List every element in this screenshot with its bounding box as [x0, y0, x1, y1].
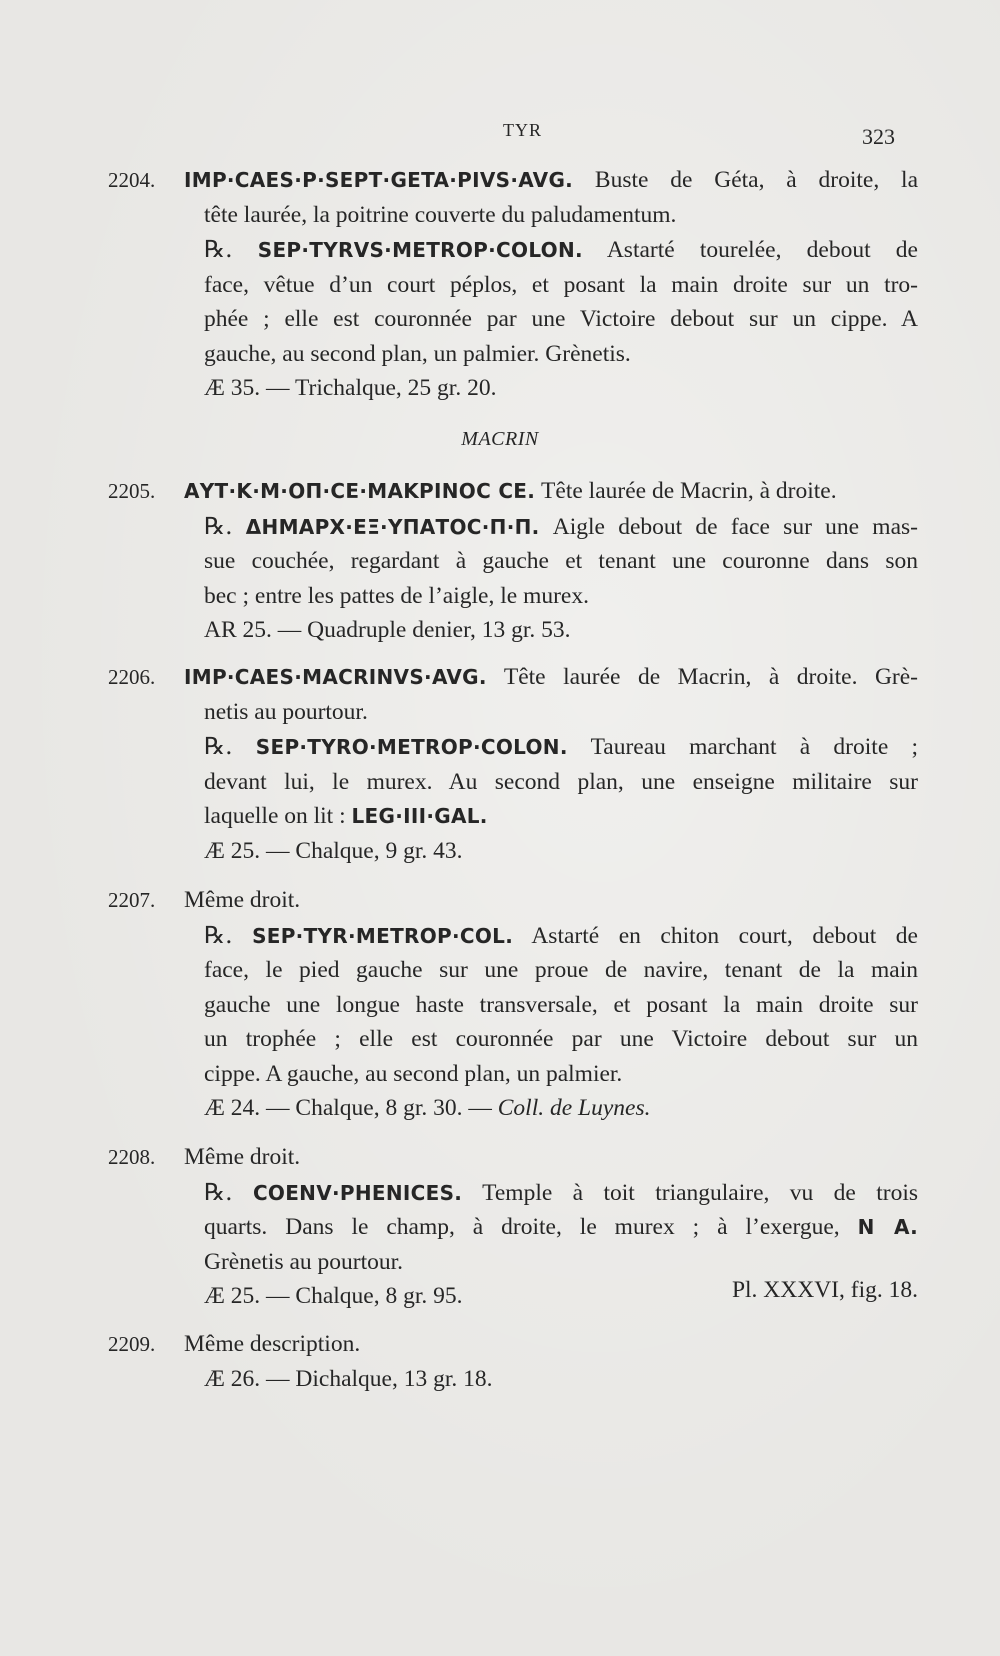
- obverse-line: [184, 474, 918, 509]
- obverse-line: Même droit.: [184, 1144, 301, 1170]
- entry-number: 2206.: [108, 665, 156, 689]
- reverse-description-cont: phée ; elle est couronnée par une Victoire debout sur un cippe. A: [204, 306, 918, 332]
- reverse-description-cont: [184, 799, 918, 834]
- reverse-legend: COENV·PHENICES.: [252, 1180, 463, 1205]
- running-head: TYR: [503, 120, 542, 140]
- obverse-line: [184, 163, 918, 198]
- obverse-description: Tête laurée de Macrin, à droite.: [541, 478, 837, 504]
- metal-weight-line: [184, 1091, 918, 1126]
- reverse-description: Aigle debout de face sur une mas-: [552, 513, 918, 540]
- catalog-entry-2206: [108, 660, 918, 868]
- reverse-line: [184, 918, 918, 954]
- entry-body: [184, 883, 918, 1126]
- obverse-legend: IMP·CAES·P·SEPT·GETA·PIVS·AVG.: [184, 168, 574, 192]
- obverse-legend: ΑΥΤ·Κ·Μ·ΟΠ·CΕ·ΜΑΚΡΙΝΟC CΕ.: [184, 479, 536, 503]
- entry-body: [184, 163, 918, 406]
- reverse-description-text: quarts. Dans le champ, à droite, le murex ; à l’exergue,: [204, 1214, 840, 1240]
- reverse-line: [184, 232, 918, 268]
- reverse-mark: ℞.: [204, 732, 233, 760]
- obverse-description-cont: tête laurée, la poitrine couverte du paludamentum.: [204, 201, 677, 228]
- reverse-description-cont: bec ; entre les pattes de l’aigle, le murex.: [204, 582, 589, 609]
- reverse-description-cont: sue couchée, regardant à gauche et tenant une couronne dans son: [204, 548, 918, 574]
- metal-weight-line: Æ 26. — Dichalque, 13 gr. 18.: [204, 1365, 493, 1392]
- catalog-entry-2205: [108, 474, 918, 648]
- entry-number: 2208.: [108, 1145, 156, 1169]
- reverse-description-cont: [184, 1210, 918, 1245]
- page-header: [0, 120, 1000, 150]
- reverse-description-cont: devant lui, le murex. Au second plan, une enseigne militaire sur: [204, 768, 918, 795]
- reverse-description: Astarté tourelée, debout de: [606, 237, 918, 263]
- obverse-description: Buste de Géta, à droite, la: [594, 167, 919, 193]
- plate-reference: Pl. XXXVI, fig. 18.: [731, 1277, 918, 1303]
- entry-body: [184, 474, 918, 648]
- obverse-description-cont: netis au pourtour.: [204, 698, 368, 725]
- reverse-description-cont: un trophée ; elle est couronnée par une Victoire debout sur un: [204, 1026, 918, 1052]
- entry-number: 2204.: [108, 168, 156, 192]
- reverse-legend: SEP·TYR·METROP·COL.: [252, 923, 514, 948]
- reverse-description-text: laquelle on lit :: [204, 803, 346, 829]
- reverse-description-cont: face, le pied gauche sur une proue de navire, tenant de la main: [204, 957, 918, 983]
- catalog-entry-2207: [108, 883, 918, 1126]
- reverse-mark: ℞.: [204, 1177, 233, 1206]
- metal-weight-text: Æ 25. — Chalque, 8 gr. 95.: [204, 1283, 463, 1309]
- reverse-description-cont: Grènetis au pourtour.: [204, 1248, 404, 1275]
- reverse-description-cont: cippe. A gauche, au second plan, un palmier.: [204, 1060, 623, 1087]
- metal-weight-line: Æ 35. — Trichalque, 25 gr. 20.: [204, 375, 497, 401]
- reverse-description-cont: gauche, au second plan, un palmier. Grènetis.: [204, 340, 631, 367]
- reverse-line: [184, 509, 918, 545]
- catalog-entry-2208: [108, 1140, 918, 1314]
- reverse-description-cont: gauche une longue haste transversale, et posant la main droite sur: [204, 991, 918, 1018]
- metal-weight-line: [184, 1279, 918, 1314]
- standard-inscription: LEG·III·GAL.: [351, 804, 488, 828]
- catalog-entry-2209: [108, 1327, 918, 1396]
- reverse-line: [184, 1175, 918, 1211]
- reverse-mark: ℞.: [204, 920, 233, 949]
- exergue-letters: N A.: [857, 1215, 918, 1239]
- entry-number: 2205.: [108, 479, 156, 503]
- catalog-entry-2204: [108, 163, 918, 406]
- metal-weight-text: Æ 24. — Chalque, 8 gr. 30. —: [204, 1095, 492, 1121]
- reverse-line: [184, 729, 918, 765]
- collection-reference: Coll. de Luynes.: [497, 1095, 651, 1121]
- metal-weight-line: AR 25. — Quadruple denier, 13 gr. 53.: [204, 617, 571, 643]
- reverse-description: Astarté en chiton court, debout de: [531, 922, 918, 949]
- reverse-legend: ΔΗΜΑΡΧ·ΕΞ·ΥΠΑΤΟC·Π·Π.: [245, 514, 540, 539]
- obverse-description: Tête laurée de Macrin, à droite. Grè-: [503, 664, 919, 690]
- obverse-line: Même droit.: [184, 887, 301, 913]
- reverse-description: Taureau marchant à droite ;: [590, 734, 919, 760]
- reverse-description: Temple à toit triangulaire, vu de trois: [482, 1179, 919, 1206]
- reverse-description-cont: face, vêtue d’un court péplos, et posant la main droite sur un tro-: [204, 271, 918, 298]
- page-number: 323: [862, 124, 895, 149]
- entry-body: [184, 660, 918, 868]
- entry-number: 2207.: [108, 888, 156, 912]
- reverse-legend: SEP·TYRO·METROP·COLON.: [255, 735, 568, 759]
- obverse-line: [184, 660, 918, 695]
- reverse-mark: ℞.: [204, 235, 233, 263]
- entry-body: [184, 1327, 918, 1396]
- reverse-legend: SEP·TYRVS·METROP·COLON.: [257, 238, 583, 262]
- obverse-legend: IMP·CAES·MACRINVS·AVG.: [184, 665, 487, 689]
- obverse-line: Même description.: [184, 1331, 361, 1357]
- entry-body: [184, 1140, 918, 1314]
- entry-number: 2209.: [108, 1332, 156, 1356]
- metal-weight-line: Æ 25. — Chalque, 9 gr. 43.: [204, 837, 463, 864]
- reverse-mark: ℞.: [204, 511, 233, 540]
- section-heading: MACRIN: [461, 428, 539, 450]
